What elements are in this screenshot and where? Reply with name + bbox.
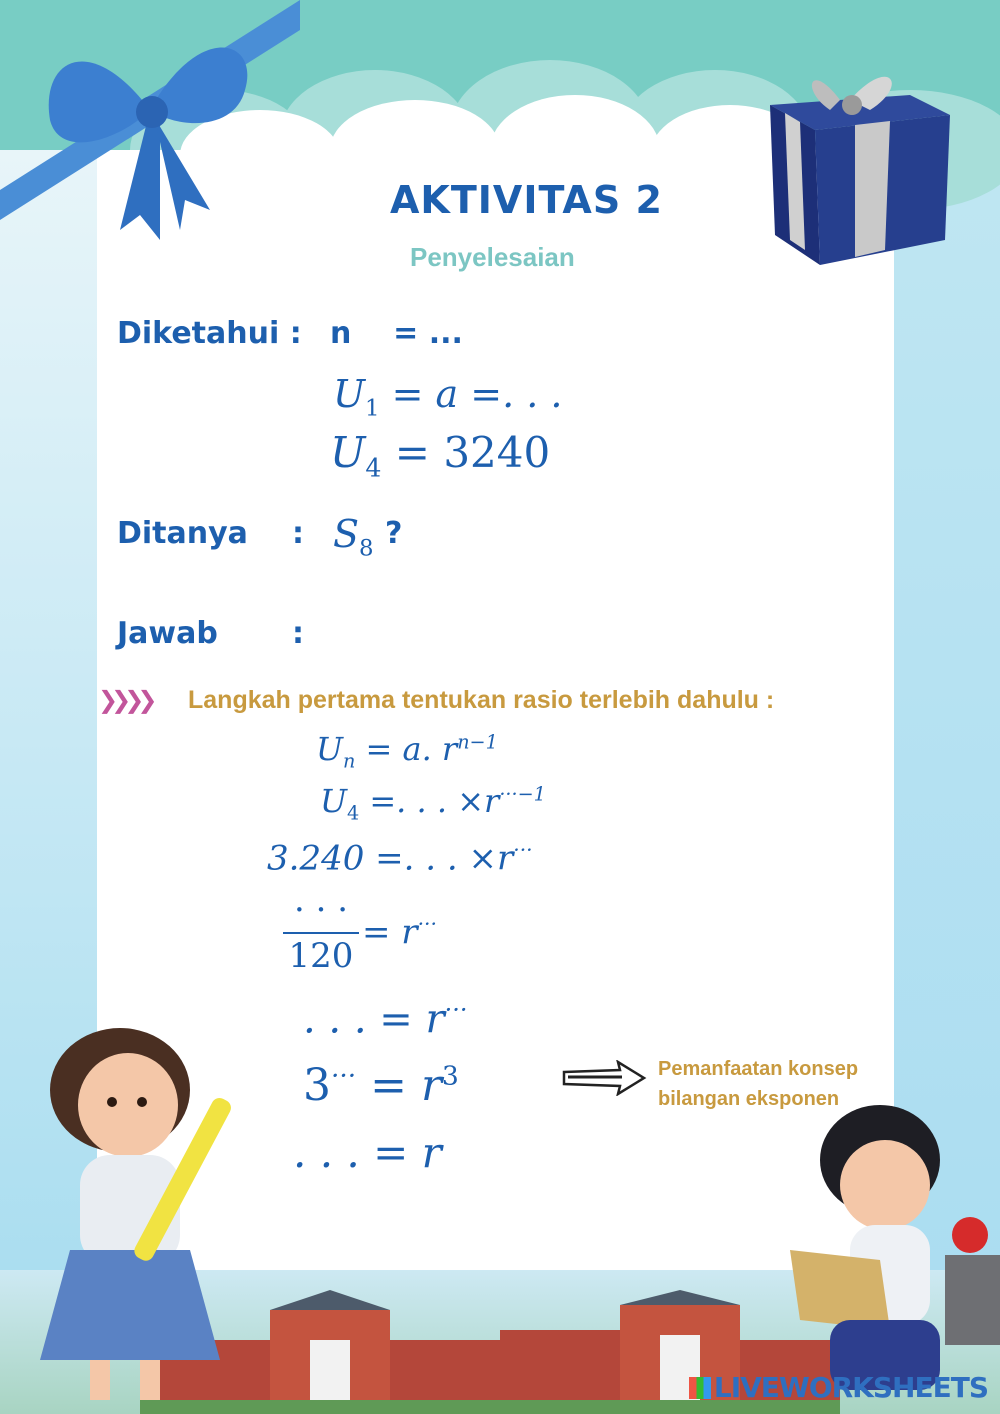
gift-box-icon <box>760 55 955 270</box>
step-fraction <box>283 890 359 976</box>
known-label: Diketahui : <box>117 316 302 351</box>
brand-mark-icon <box>689 1377 711 1399</box>
page-title: AKTIVITAS 2 <box>390 178 663 222</box>
answer-colon: : <box>292 616 304 651</box>
brand-logo: LIVEWORKSHEETS <box>689 1371 988 1404</box>
answer-label: Jawab <box>117 616 218 651</box>
step-instruction: Langkah pertama tentukan rasio terlebih dahulu : <box>188 686 775 714</box>
boy-reading-illustration <box>790 1100 1000 1414</box>
known-n: n = ... <box>330 316 463 351</box>
ribbon-bow-icon <box>0 0 300 250</box>
fraction-result: = r··· <box>362 912 438 953</box>
girl-with-pencil-illustration <box>20 1020 260 1414</box>
step-line-3240: 3.240 =. . . ×r··· <box>267 838 533 879</box>
fraction-numerator: · · · <box>293 890 349 930</box>
formula-un: $U_n = a$. $r^{n-1}$ <box>316 730 498 773</box>
asked-colon: : <box>292 516 304 551</box>
page-subtitle: Penyelesaian <box>410 242 575 272</box>
step-line-result: . . . = r <box>293 1128 442 1177</box>
chevrons-icon: ❯❯❯❯ <box>98 686 151 714</box>
known-u4: $U_4 = 3240$ <box>330 428 551 483</box>
known-u1: $U_1 = a$ =. . . <box>333 372 563 422</box>
note-line-1: Pemanfaatan konsep <box>658 1058 859 1080</box>
arrow-right-icon <box>562 1060 647 1096</box>
fraction-bar <box>283 932 359 934</box>
fraction-denominator: 120 <box>288 936 354 976</box>
asked-label: Ditanya <box>117 516 248 551</box>
note-line-2: bilangan eksponen <box>658 1088 840 1110</box>
asked-s8: $S_8$ <box>333 512 374 562</box>
asked-question-mark: ? <box>385 516 403 551</box>
step-line-exponent: $3^{\cdot\cdot\cdot} = r^3$ <box>303 1060 459 1111</box>
step-line-dots: . . . = r··· <box>303 996 468 1043</box>
step-line-u4: $U_4$ =. . . $\times r^{\cdot\cdot\cdot-1}$ <box>320 782 546 825</box>
